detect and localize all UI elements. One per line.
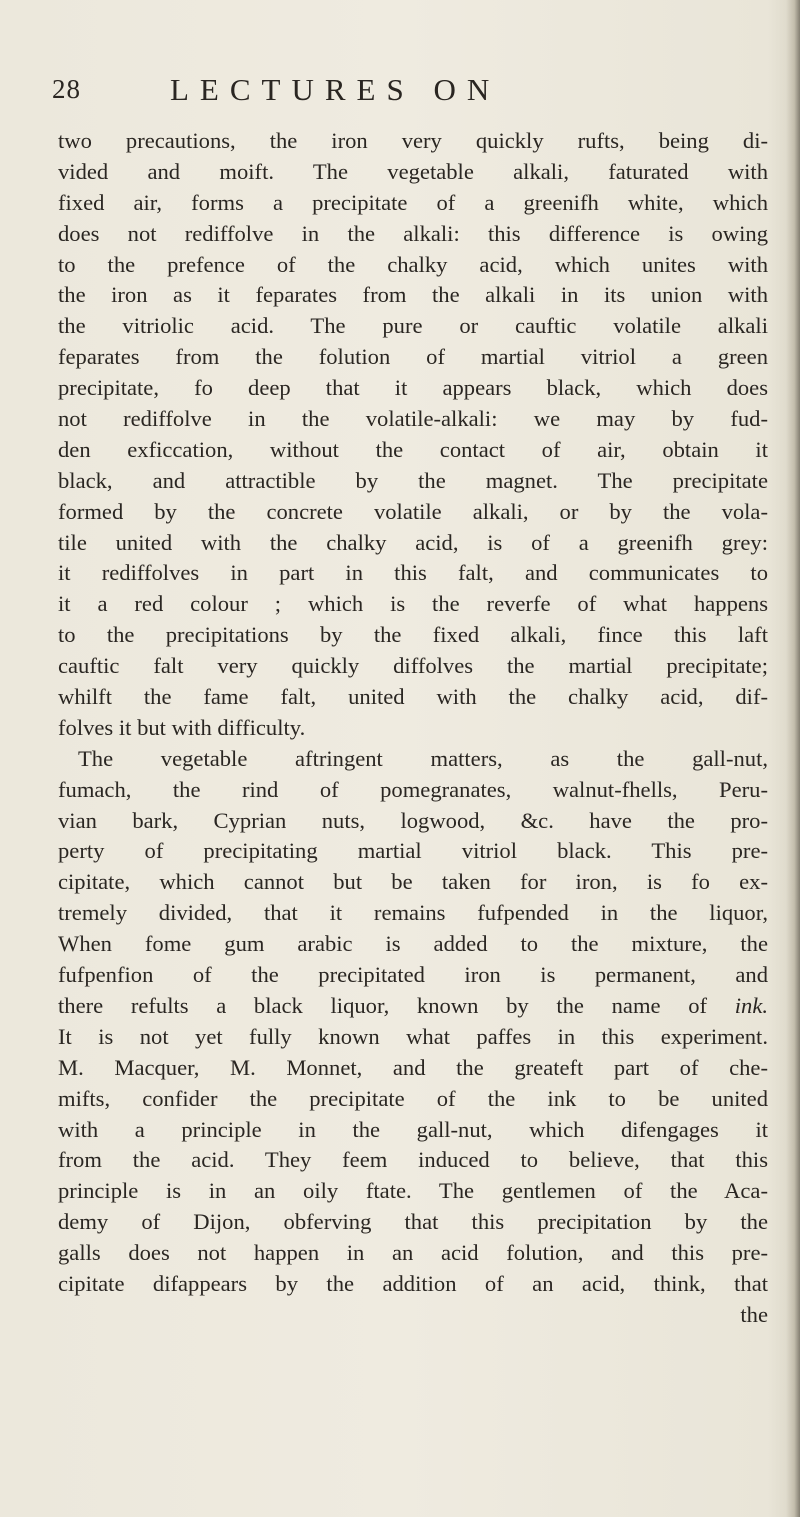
text-line: fufpenfion of the precipitated iron is permanent, and [58,962,768,988]
text-line: cipitate, which cannot but be taken for iron, is fo ex- [58,869,768,895]
text-line: black, and attractible by the magnet. The precipitate [58,467,768,493]
text-line: fumach, the rind of pomegranates, walnut-fhells, Peru- [58,776,768,802]
italic-term-ink: ink. [734,992,769,1018]
text-line: galls does not happen in an acid folution, and this pre- [58,1240,768,1266]
text-line: perty of precipitating martial vitriol black. This pre- [58,838,768,864]
text-line-paragraph-end: folves it but with difficulty. [58,714,306,740]
text-line: cauftic falt very quickly diffolves the martial precipitate; [58,653,768,679]
text-line: does not rediffolve in the alkali: this difference is owing [58,220,768,246]
text-line: fixed air, forms a precipitate of a greenifh white, which [58,189,768,215]
text-line: vian bark, Cyprian nuts, logwood, &c. have the pro- [58,807,768,833]
text-line: formed by the concrete volatile alkali, or by the vola- [58,498,768,524]
text-line: whilft the fame falt, united with the chalky acid, dif- [58,684,768,710]
text-line: it a red colour ; which is the reverfe of what happens [58,591,768,617]
text-segment: there refults a black liquor, known by the name of [58,992,708,1018]
text-line: feparates from the folution of martial vitriol a green [58,344,768,370]
text-line: it rediffolves in part in this falt, and communicates to [58,560,768,586]
text-line-paragraph-start: The vegetable aftringent matters, as the gall-nut, [78,745,768,771]
text-line: tile united with the chalky acid, is of a greenifh grey: [58,529,768,555]
page-edge-shadow [786,0,800,1517]
text-line: the vitriolic acid. The pure or cauftic volatile alkali [58,313,768,339]
text-line: precipitate, fo deep that it appears black, which does [58,375,768,401]
text-line: mifts, confider the precipitate of the ink to be united [58,1085,768,1111]
text-line: den exficcation, without the contact of air, obtain it [58,436,768,462]
body-text [58,126,768,1331]
text-line: When fome gum arabic is added to the mixture, the [58,931,768,957]
text-line: two precautions, the iron very quickly rufts, being di- [58,128,768,153]
text-line [58,991,768,1022]
text-line: principle is in an oily ftate. The gentlemen of the Aca- [58,1178,768,1204]
text-line: from the acid. They feem induced to believe, that this [58,1147,768,1173]
text-line: tremely divided, that it remains fufpended in the liquor, [58,900,768,926]
text-line: demy of Dijon, obferving that this precipitation by the [58,1209,768,1235]
text-line: cipitate difappears by the addition of an acid, think, that [58,1270,768,1296]
text-line: with a principle in the gall-nut, which difengages it [58,1116,768,1142]
text-line: M. Macquer, M. Monnet, and the greateft part of che- [58,1054,768,1080]
text-line: vided and moift. The vegetable alkali, faturated with [58,158,768,184]
text-line: the iron as it feparates from the alkali in its union with [58,282,768,308]
text-line: It is not yet fully known what paffes in this experiment. [58,1023,768,1049]
page-number: 28 [52,74,81,104]
page-header [52,72,652,112]
catchword: the [740,1301,768,1327]
text-line: not rediffolve in the volatile-alkali: we may by fud- [58,406,768,432]
text-line: to the precipitations by the fixed alkali, fince this laft [58,622,768,648]
running-title: LECTURES ON [170,72,501,107]
text-line: to the prefence of the chalky acid, which unites with [58,251,768,277]
